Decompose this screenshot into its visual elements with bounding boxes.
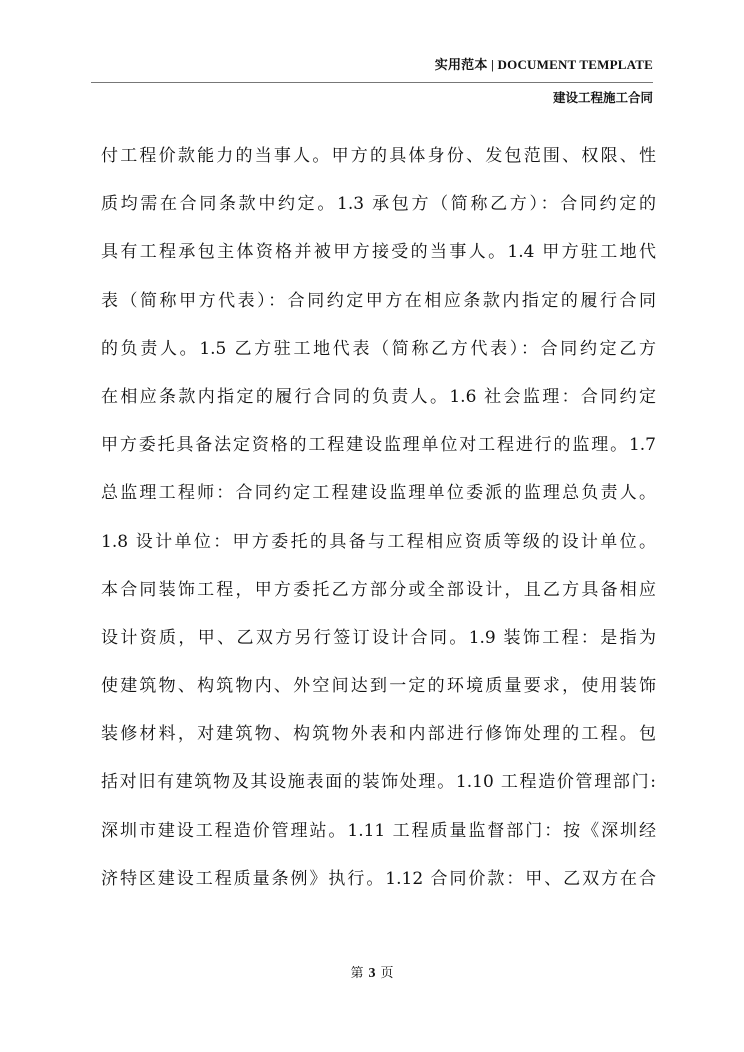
body-text <box>101 132 656 903</box>
page-number: 3 <box>368 966 376 981</box>
body-line: 具有工程承包主体资格并被甲方接受的当事人。1.4 甲方驻工地代 <box>101 242 656 263</box>
header-divider <box>91 82 653 83</box>
body-line: 的负责人。1.5 乙方驻工地代表（简称乙方代表）：合同约定乙方 <box>101 338 656 359</box>
body-line: 深圳市建设工程造价管理站。1.11 工程质量监督部门：按《深圳经 <box>101 820 656 841</box>
body-line: 使建筑物、构筑物内、外空间达到一定的环境质量要求，使用装饰 <box>101 676 656 697</box>
header-document-title: 建设工程施工合同 <box>552 90 653 105</box>
body-line: 括对旧有建筑物及其设施表面的装饰处理。1.10 工程造价管理部门: <box>101 772 656 793</box>
body-line: 质均需在合同条款中约定。1.3 承包方（简称乙方）：合同约定的 <box>101 194 656 215</box>
body-line: 设计资质，甲、乙双方另行签订设计合同。1.9 装饰工程：是指为 <box>101 627 656 648</box>
body-line: 甲方委托具备法定资格的工程建设监理单位对工程进行的监理。1.7 <box>101 435 656 456</box>
body-line: 装修材料，对建筑物、构筑物外表和内部进行修饰处理的工程。包 <box>101 724 656 745</box>
body-line: 济特区建设工程质量条例》执行。1.12 合同价款：甲、乙双方在合 <box>101 868 656 889</box>
body-line: 表（简称甲方代表）：合同约定甲方在相应条款内指定的履行合同 <box>101 290 656 311</box>
footer-prefix: 第 <box>350 966 364 981</box>
body-line: 1.8 设计单位：甲方委托的具备与工程相应资质等级的设计单位。 <box>101 531 656 552</box>
body-line: 在相应条款内指定的履行合同的负责人。1.6 社会监理：合同约定 <box>101 386 656 407</box>
body-line: 付工程价款能力的当事人。甲方的具体身份、发包范围、权限、性 <box>101 146 656 166</box>
page-footer <box>0 962 744 982</box>
body-line: 本合同装饰工程，甲方委托乙方部分或全部设计，且乙方具备相应 <box>101 579 656 600</box>
body-line: 总监理工程师：合同约定工程建设监理单位委派的监理总负责人。 <box>101 483 656 504</box>
header-template-label: 实用范本 | DOCUMENT TEMPLATE <box>434 57 653 72</box>
footer-suffix: 页 <box>380 966 394 981</box>
